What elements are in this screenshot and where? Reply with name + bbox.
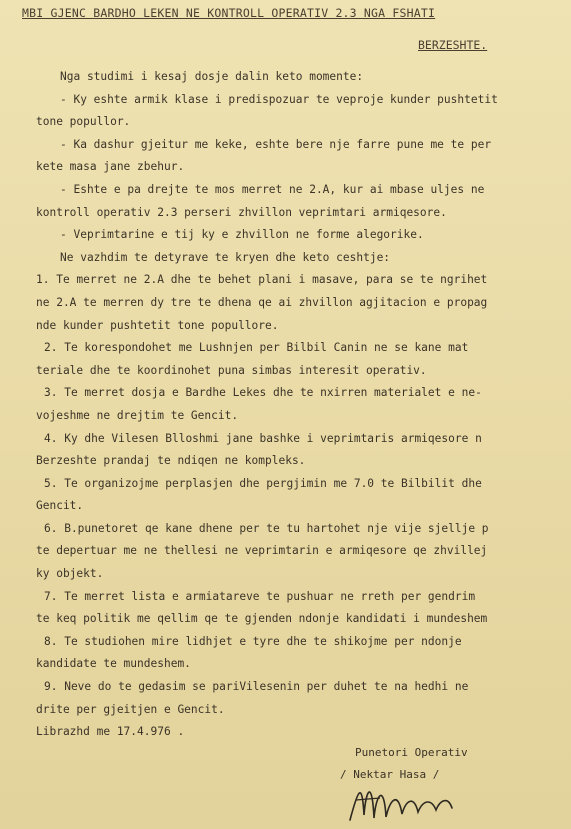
document-line: vojeshme ne drejtim te Gencit. [36, 408, 239, 422]
place-heading: BERZESHTE. [418, 38, 488, 52]
document-line: te keq politik me qellim qe te gjenden ndonje kandidati i mundeshem [36, 612, 488, 626]
document-line: 9. Neve do te gedasim se pariVilesenin per duhet te na hedhi ne [44, 680, 469, 694]
signature-role: Punetori Operativ [355, 746, 468, 759]
document-line: Ne vazhdim te detyrave te kryen dhe keto ceshtje: [60, 250, 391, 264]
document-line: 1. Te merret ne 2.A dhe te behet plani i masave, para se te ngrihet [36, 273, 488, 287]
document-line: - Ka dashur gjeitur me keke, eshte bere nje farre pune me te per [60, 137, 492, 151]
document-line: 8. Te studiohen mire lidhjet e tyre dhe te shikojme per ndonje [44, 634, 462, 648]
document-line: kete masa jane zbehur. [36, 160, 185, 174]
handwritten-signature [340, 770, 470, 828]
document-line: Berzeshte prandaj te ndiqen ne kompleks. [36, 454, 306, 468]
document-line: kandidate te mundeshem. [36, 657, 191, 671]
document-line: - Ky eshte armik klase i predispozuar te veproje kunder pushtetit [60, 92, 498, 106]
document-body [18, 66, 566, 744]
document-line: 3. Te merret dosja e Bardhe Lekes dhe te nxirren materialet e ne- [44, 386, 482, 400]
document-line: - Veprimtarine e tij ky e zhvillon ne forme alegorike. [60, 228, 424, 242]
document-line: ky objekt. [36, 567, 104, 581]
signature-name: / Nektar Hasa / [340, 768, 440, 781]
document-line: 6. B.punetoret qe kane dhene per te tu hartohet nje vije sjellje p [44, 521, 489, 535]
document-line: nde kunder pushtetit tone popullore. [36, 318, 279, 332]
document-line: 4. Ky dhe Vilesen Blloshmi jane bashke i veprimtaris armiqesore n [44, 431, 482, 445]
document-line: 2. Te korespondohet me Lushnjen per Bilbil Canin ne se kane mat [44, 341, 469, 355]
document-line: tone popullor. [36, 115, 131, 129]
document-line: Librazhd me 17.4.976 . [36, 725, 185, 739]
document-line: teriale dhe te koordinohet puna simbas interesit operativ. [36, 363, 427, 377]
document-line: - Eshte e pa drejte te mos merret ne 2.A, kur ai mbase uljes ne [60, 182, 485, 196]
document-line: ne 2.A te merren dy tre te dhena qe ai zhvillon agjitacion e propag [36, 295, 488, 309]
document-line: Gencit. [36, 499, 84, 513]
document-line: Nga studimi i kesaj dosje dalin keto momente: [60, 70, 364, 83]
document-line: 7. Te merret lista e armiatareve te pushuar ne rreth per gendrim [44, 589, 476, 603]
document-line: te depertuar me ne thellesi ne veprimtarin e armiqesore qe zhvillej [36, 544, 488, 558]
document-line: drite per gjeitjen e Gencit. [36, 702, 225, 716]
document-line: kontroll operativ 2.3 perseri zhvillon veprimtari armiqesore. [36, 205, 447, 219]
document-line: 5. Te organizojme perplasjen dhe pergjimin me 7.0 te Bilbilit dhe [44, 476, 482, 490]
document-title: MBI GJENC BARDHO LEKEN NE KONTROLL OPERATIV 2.3 NGA FSHATI [22, 6, 436, 20]
